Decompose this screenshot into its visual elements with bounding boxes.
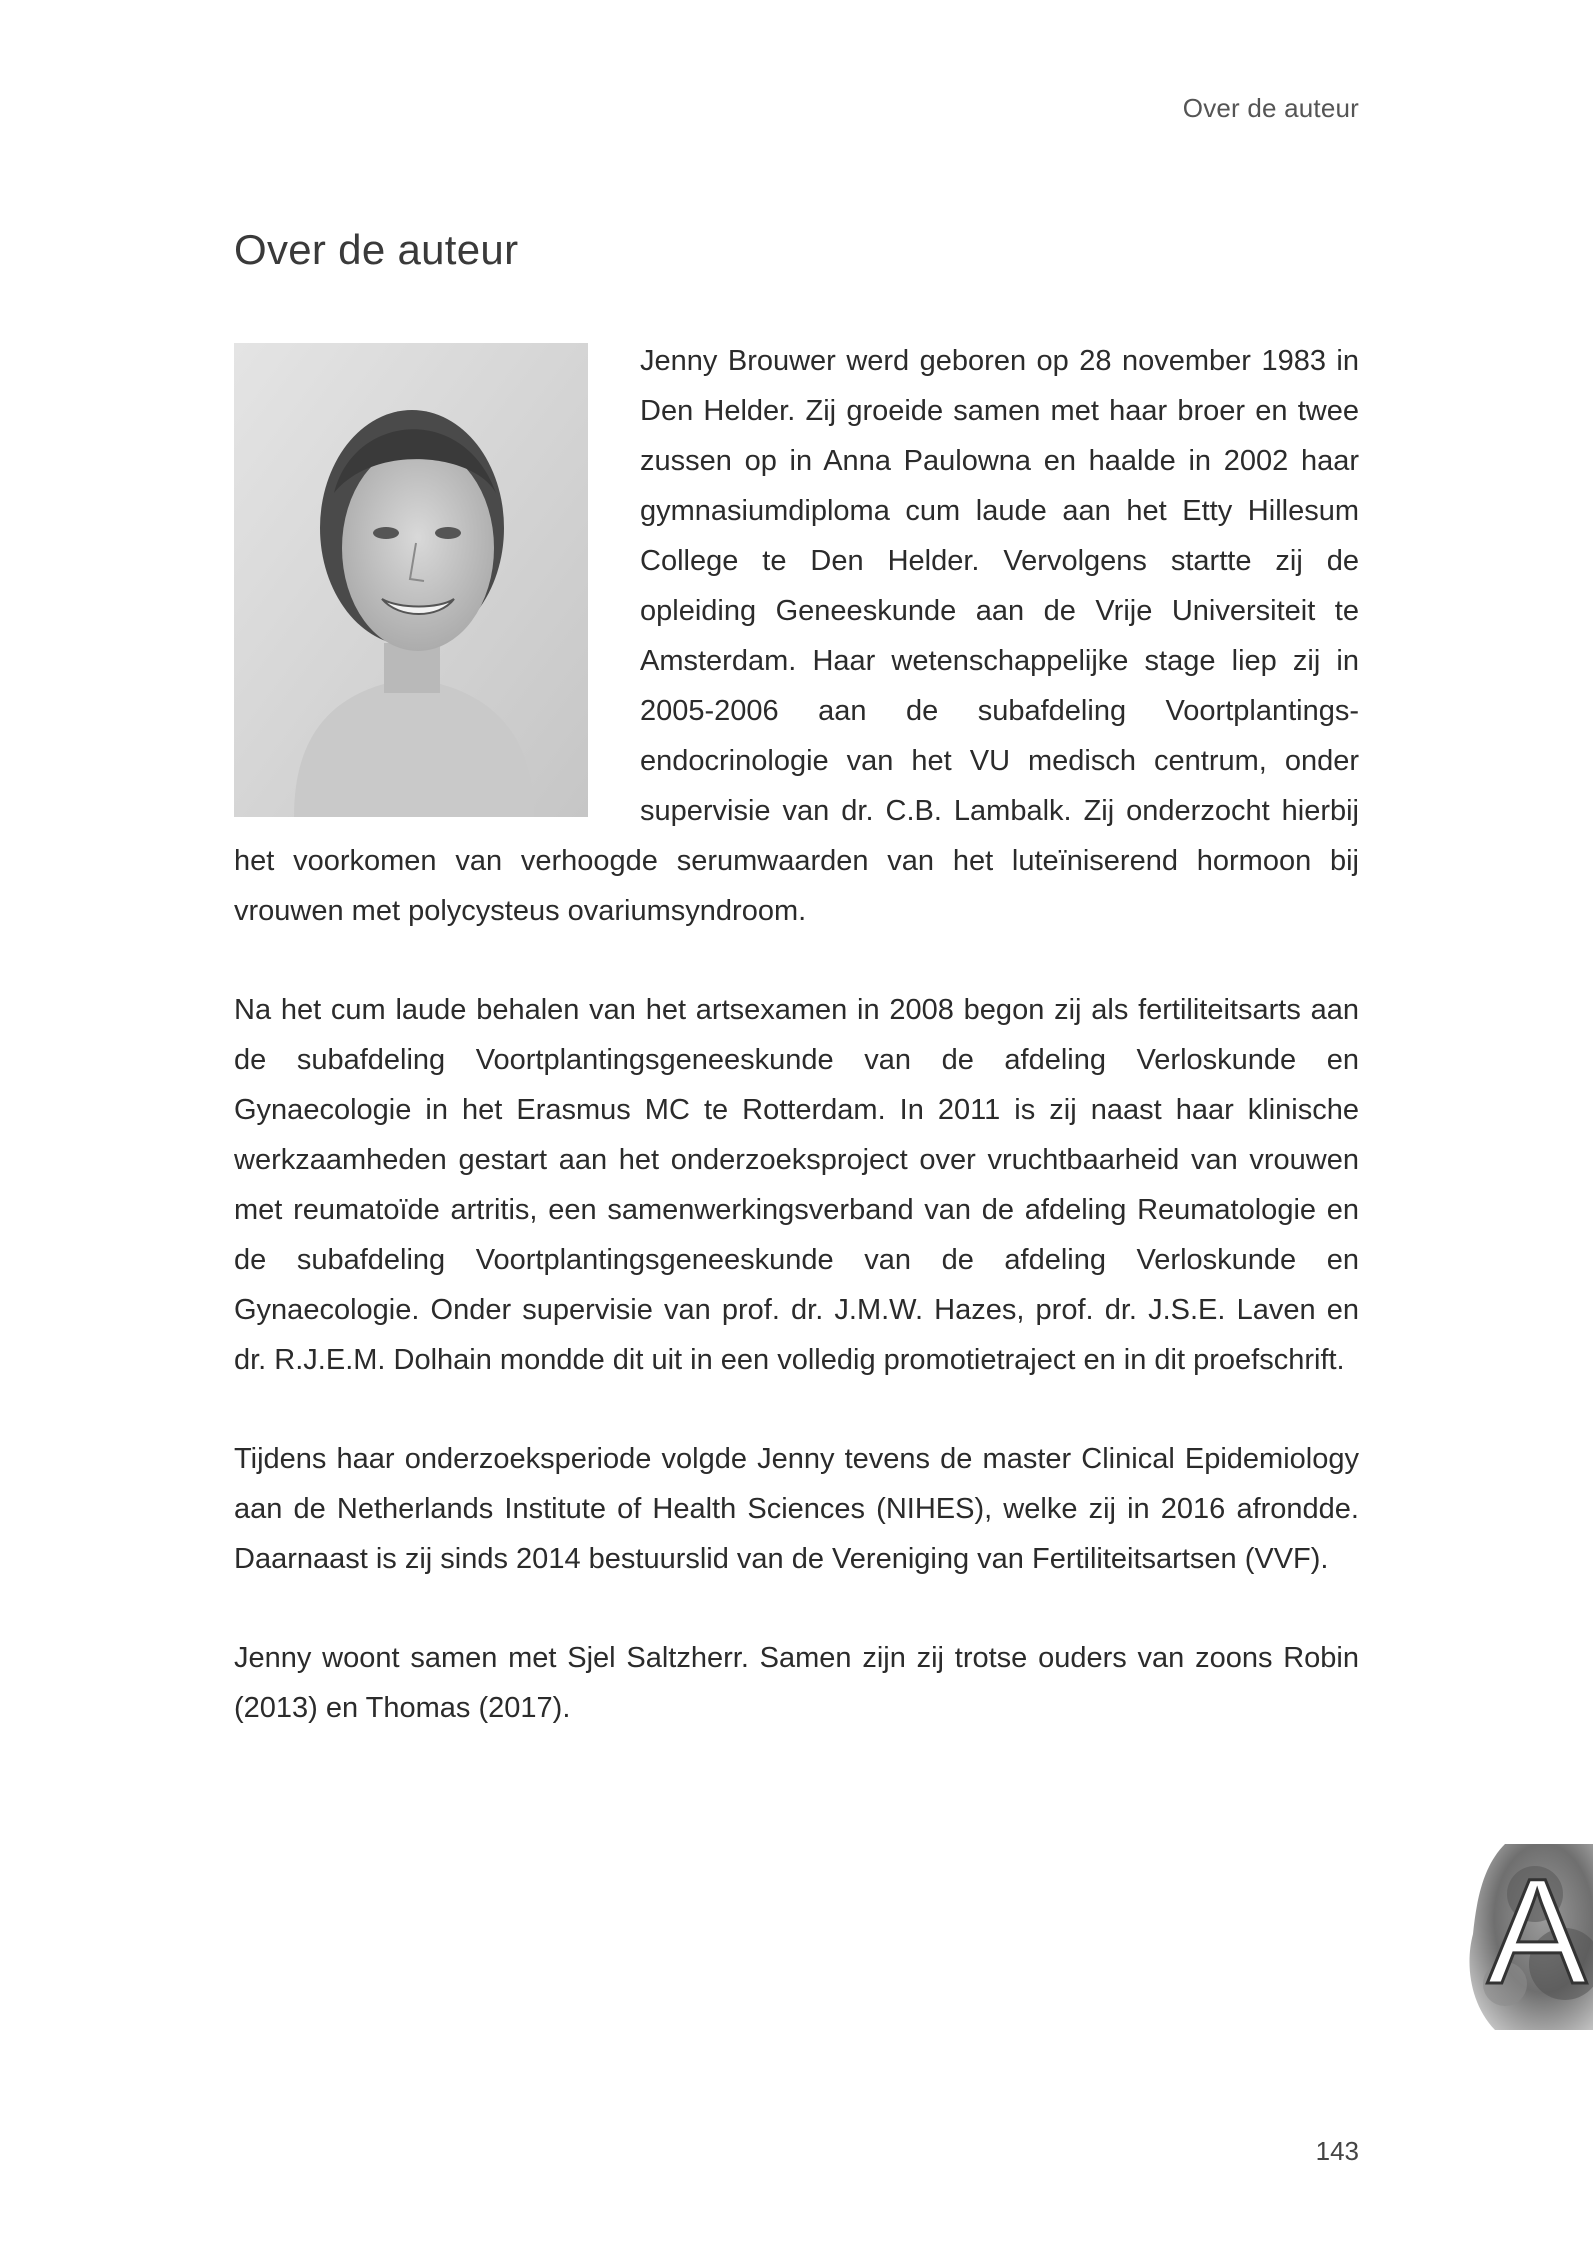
author-portrait-photo [234,343,588,817]
paragraph: Jenny woont samen met Sjel Saltzherr. Samen zijn zij trotse ouders van zoons Robin (2013) en Thomas (2017). [234,1642,1359,1724]
page-title: Over de auteur [234,226,519,273]
paragraph: Na het cum laude behalen van het artsexamen in 2008 begon zij als fertiliteitsarts aan de subafdeling Voortplantingsgeneeskunde van de afdeling Verloskunde en Gynaecologie in het Erasmus MC te Rotterdam. In 2011 is zij naast haar klinische werkzaamheden gestart aan het onderzoeksproject over vruchtbaarheid van vrouwen met reumatoïde artritis, een samenwerkingsverband van de afdeling Reumatologie en de subafdeling Voortplantingsgeneeskunde van de afdeling Verloskunde en Gynaecologie. Onder supervisie van prof. dr. J.M.W. Hazes, prof. dr. J.S.E. Laven en dr. R.J.E.M. Dolhain mondde dit uit in een volledig promotietraject en in dit proefschrift. [234,994,1359,1376]
chapter-tab [1465,1844,1593,2030]
running-header: Over de auteur [1182,93,1359,123]
page-number: 143 [1315,2136,1359,2166]
paragraph: Tijdens haar onderzoeksperiode volgde Jenny tevens de master Clinical Epidemiology aan de Netherlands Institute of Health Sciences (NIHES), welke zij in 2016 afrondde. Daarnaast is zij sinds 2014 bestuurslid van de Vereniging van Fertiliteitsartsen (VVF). [234,1443,1359,1575]
chapter-letter: A [1487,1847,1588,2015]
paragraph: Jenny Brouwer werd geboren op 28 november 1983 in Den Helder. Zij groeide samen met haar broer en twee zussen op in Anna Paulowna en haalde in 2002 haar gymnasiumdiploma cum laude aan het Etty Hillesum College te Den Helder. Vervolgens startte zij de opleiding Geneeskunde aan de Vrije Universiteit te Amsterdam. Haar wetenschappelijke stage liep zij in 2005-2006 aan de subafdeling Voortplantings-endocrinologie van het VU medisch centrum, onder supervisie van dr. C.B. Lambalk. Zij onderzocht hierbij het voorkomen van verhoogde serumwaarden van het luteïniserend hormoon bij vrouwen met polycysteus ovariumsyndroom. [234,345,1359,927]
body-text [234,336,1359,1782]
